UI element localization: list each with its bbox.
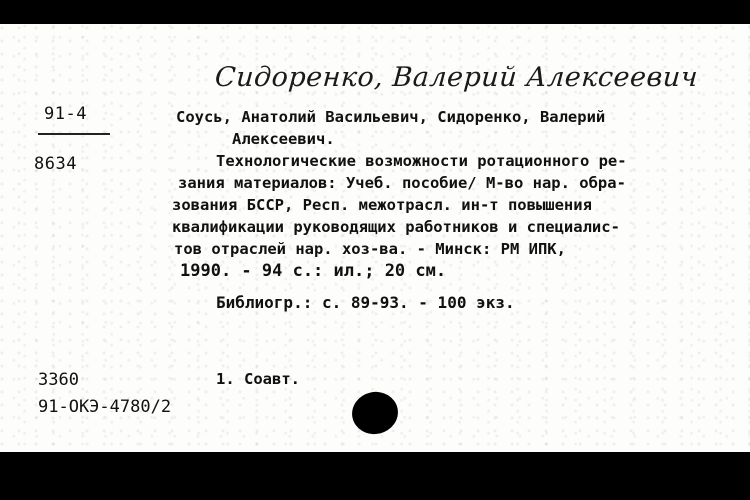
bibliography-note: Библиогр.: с. 89-93. - 100 экз. [216,293,515,312]
entry-body-line: зования БССР, Респ. межотрасл. ин-т повышения [172,196,592,214]
library-catalog-card [0,24,750,452]
entry-body-line: зания материалов: Учеб. пособие/ М-во нар. обра- [178,174,626,192]
card-code-number: 3360 [38,370,79,390]
card-registration-number: 91-ОКЭ-4780/2 [38,397,172,417]
ink-blot [348,388,402,439]
call-number-divider [38,133,110,135]
entry-body-line: квалификации руководящих работников и специалис- [172,218,620,236]
handwritten-author-name: Сидоренко, Валерий Алексеевич [213,62,700,93]
entry-body-line: Технологические возможности ротационного ре- [216,152,627,170]
entry-heading-continued: Алексеевич. [232,130,335,148]
entry-body-line: тов отраслей нар. хоз-ва. - Минск: РМ ИПК, [174,240,566,258]
bottom-border [0,452,750,500]
call-number-top: 91-4 [44,104,87,124]
entry-body-line: 1990. - 94 с.: ил.; 20 см. [180,261,447,281]
call-number-bottom: 8634 [34,154,77,174]
top-border [0,0,750,24]
tracing-note: 1. Соавт. [216,370,300,388]
entry-heading: Соусь, Анатолий Васильевич, Сидоренко, Валерий [176,108,606,126]
